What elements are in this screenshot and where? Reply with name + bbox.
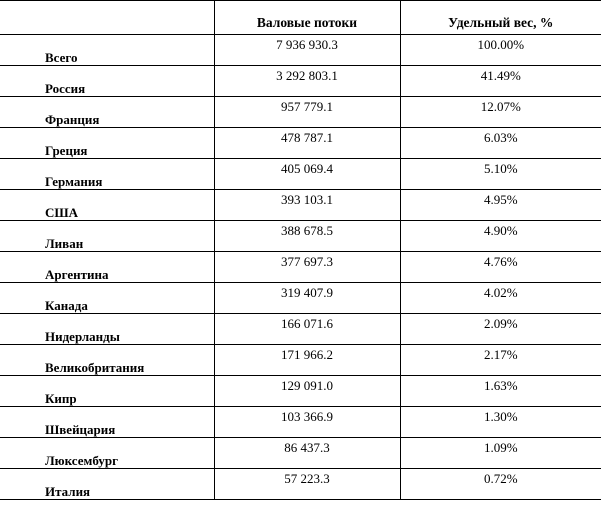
table-row — [0, 190, 601, 221]
table-row — [0, 35, 601, 66]
table-row — [0, 97, 601, 128]
gross-flows-cell: 7 936 930.3 — [214, 35, 400, 66]
share-cell: 100.00% — [400, 35, 601, 66]
share-cell: 2.09% — [400, 314, 601, 345]
share-cell: 1.09% — [400, 438, 601, 469]
country-cell: Великобритания — [0, 345, 214, 376]
gross-flows-cell: 388 678.5 — [214, 221, 400, 252]
header-country — [0, 1, 214, 35]
table-row — [0, 438, 601, 469]
country-cell: Россия — [0, 66, 214, 97]
country-cell: Нидерланды — [0, 314, 214, 345]
table-row — [0, 376, 601, 407]
country-cell: Люксембург — [0, 438, 214, 469]
gross-flows-cell: 478 787.1 — [214, 128, 400, 159]
gross-flows-cell: 171 966.2 — [214, 345, 400, 376]
gross-flows-cell: 377 697.3 — [214, 252, 400, 283]
share-cell: 2.17% — [400, 345, 601, 376]
country-cell: Всего — [0, 35, 214, 66]
share-cell: 5.10% — [400, 159, 601, 190]
share-cell: 4.95% — [400, 190, 601, 221]
share-cell: 4.90% — [400, 221, 601, 252]
header-share: Удельный вес, % — [400, 1, 601, 35]
gross-flows-cell: 86 437.3 — [214, 438, 400, 469]
table-row — [0, 345, 601, 376]
country-cell: Канада — [0, 283, 214, 314]
gross-flows-cell: 57 223.3 — [214, 469, 400, 500]
table-row — [0, 221, 601, 252]
country-cell: Ливан — [0, 221, 214, 252]
table-row — [0, 252, 601, 283]
country-cell: США — [0, 190, 214, 221]
table-header-row — [0, 1, 601, 35]
table-row — [0, 314, 601, 345]
country-cell: Аргентина — [0, 252, 214, 283]
table-row — [0, 66, 601, 97]
share-cell: 12.07% — [400, 97, 601, 128]
table-row — [0, 469, 601, 500]
table-body — [0, 35, 601, 500]
gross-flows-cell: 319 407.9 — [214, 283, 400, 314]
gross-flows-cell: 166 071.6 — [214, 314, 400, 345]
gross-flows-cell: 393 103.1 — [214, 190, 400, 221]
table-row — [0, 407, 601, 438]
table-row — [0, 283, 601, 314]
share-cell: 1.30% — [400, 407, 601, 438]
share-cell: 4.76% — [400, 252, 601, 283]
gross-flows-cell: 405 069.4 — [214, 159, 400, 190]
share-cell: 1.63% — [400, 376, 601, 407]
gross-flows-cell: 103 366.9 — [214, 407, 400, 438]
country-cell: Кипр — [0, 376, 214, 407]
country-cell: Швейцария — [0, 407, 214, 438]
gross-flows-cell: 129 091.0 — [214, 376, 400, 407]
header-gross-flows: Валовые потоки — [214, 1, 400, 35]
table-row — [0, 128, 601, 159]
country-cell: Италия — [0, 469, 214, 500]
share-cell: 6.03% — [400, 128, 601, 159]
gross-flows-cell: 957 779.1 — [214, 97, 400, 128]
country-cell: Греция — [0, 128, 214, 159]
share-cell: 41.49% — [400, 66, 601, 97]
table-row — [0, 159, 601, 190]
share-cell: 4.02% — [400, 283, 601, 314]
gross-flows-cell: 3 292 803.1 — [214, 66, 400, 97]
share-cell: 0.72% — [400, 469, 601, 500]
country-cell: Франция — [0, 97, 214, 128]
country-cell: Германия — [0, 159, 214, 190]
